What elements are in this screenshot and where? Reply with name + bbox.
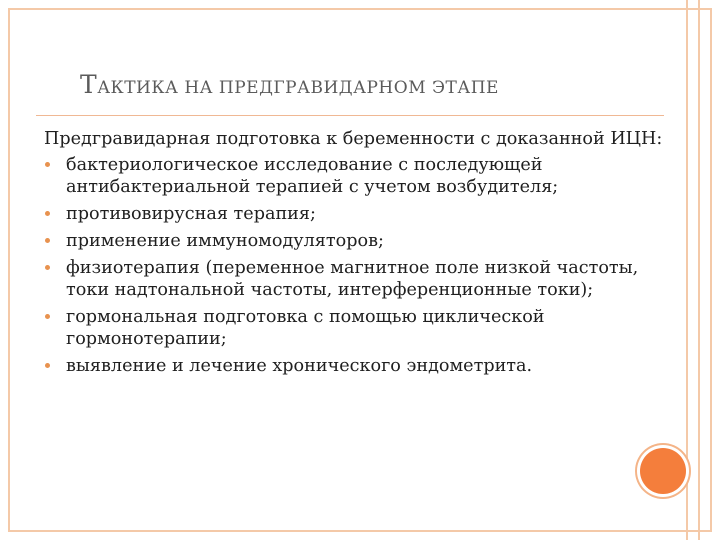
frame-top-line	[8, 8, 712, 10]
bullet-icon	[45, 211, 50, 216]
bullet-icon	[45, 363, 50, 368]
decorative-circle-icon	[640, 448, 686, 494]
list-item-text: бактериологическое исследование с последующей антибактериальной терапией с учетом возбудителя;	[66, 155, 559, 197]
title-rest: АКТИКА НА ПРЕДГРАВИДАРНОМ ЭТАПЕ	[97, 78, 499, 98]
list-item	[44, 355, 664, 377]
title-underline	[36, 115, 664, 116]
list-item	[44, 203, 664, 225]
list-item-text: противовирусная терапия;	[66, 204, 316, 224]
frame-right-line-2	[698, 0, 700, 540]
frame-bottom-line	[8, 530, 712, 532]
list-item	[44, 306, 664, 350]
frame-right-line-1	[686, 0, 688, 540]
frame-right-line-3	[710, 8, 712, 532]
frame-left-line	[8, 8, 10, 532]
slide-title	[80, 70, 499, 99]
list-item-text: выявление и лечение хронического эндометрита.	[66, 356, 533, 376]
list-item	[44, 230, 664, 252]
list-item-text: применение иммуномодуляторов;	[66, 231, 384, 251]
list-item-text: гормональная подготовка с помощью циклической гормонотерапии;	[66, 307, 545, 349]
bullet-icon	[45, 314, 50, 319]
bullet-icon	[45, 238, 50, 243]
title-first-letter: Т	[80, 70, 98, 99]
intro-text: Предгравидарная подготовка к беременности с доказанной ИЦН:	[44, 129, 663, 149]
list-item	[44, 257, 664, 301]
slide-content	[44, 128, 664, 382]
bullet-icon	[45, 162, 50, 167]
bullet-list	[44, 154, 664, 377]
list-item	[44, 154, 664, 198]
list-item-text: физиотерапия (переменное магнитное поле низкой частоты, токи надтональной частоты, интерференционные токи);	[66, 258, 639, 300]
bullet-icon	[45, 265, 50, 270]
